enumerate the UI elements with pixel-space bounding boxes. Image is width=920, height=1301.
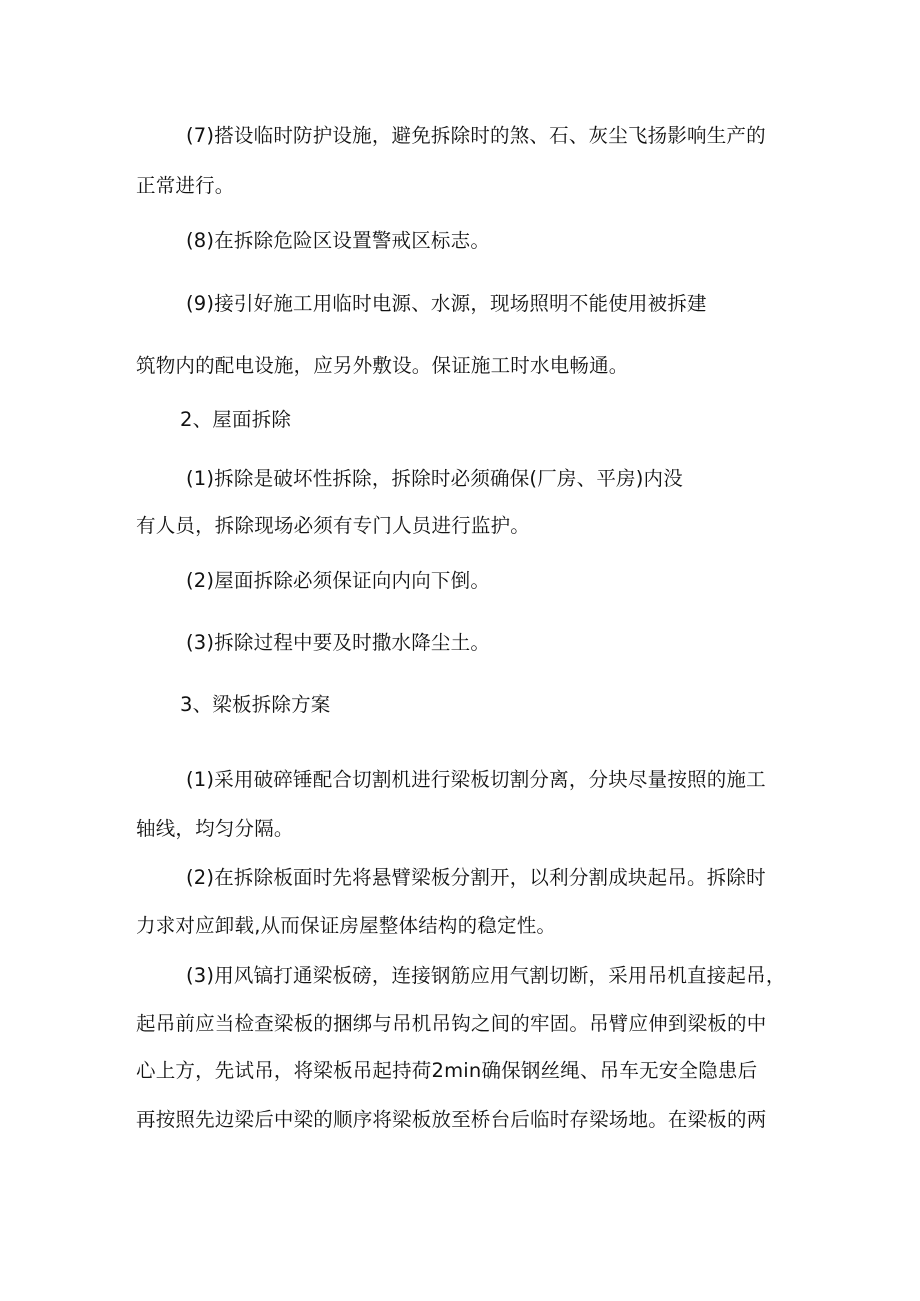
paragraph-line: (1)拆除是破坏性拆除，拆除时必须确保(厂房、平房)内没	[186, 467, 683, 490]
section-heading: 2、屋面拆除	[180, 408, 292, 431]
section-heading: 3、梁板拆除方案	[180, 693, 331, 716]
paragraph-line: 心上方，先试吊，将梁板吊起持荷2min确保钢丝绳、吊车无安全隐患后	[136, 1059, 758, 1082]
paragraph-line: 正常进行。	[136, 174, 235, 197]
paragraph-line: (9)接引好施工用临时电源、水源，现场照明不能使用被拆建	[186, 292, 707, 315]
paragraph-line: (3)拆除过程中要及时撒水降尘土。	[186, 631, 491, 654]
paragraph-line: (3)用风镐打通梁板磅，连接钢筋应用气割切断，采用吊机直接起吊，	[186, 964, 786, 987]
paragraph-line: (7)搭设临时防护设施，避免拆除时的煞、石、灰尘飞扬影响生产的	[186, 124, 766, 147]
paragraph-line: 再按照先边梁后中梁的顺序将梁板放至桥台后临时存梁场地。在梁板的两	[136, 1108, 767, 1131]
paragraph-line: (8)在拆除危险区设置警戒区标志。	[186, 229, 491, 252]
paragraph-line: (2)屋面拆除必须保证向内向下倒。	[186, 569, 491, 592]
paragraph-line: 有人员，拆除现场必须有专门人员进行监护。	[136, 514, 531, 537]
paragraph-line: 起吊前应当检查梁板的捆绑与吊机吊钩之间的牢固。吊臂应伸到梁板的中	[136, 1012, 767, 1035]
paragraph-line: 轴线，均匀分隔。	[136, 817, 294, 840]
paragraph-line: 筑物内的配电设施，应另外敷设。保证施工时水电畅通。	[136, 354, 629, 377]
paragraph-line: (1)采用破碎锤配合切割机进行梁板切割分离，分块尽量按照的施工	[186, 768, 766, 791]
paragraph-line: (2)在拆除板面时先将悬臂梁板分割开，以利分割成块起吊。拆除时	[186, 866, 766, 889]
paragraph-line: 力求对应卸载,从而保证房屋整体结构的稳定性。	[136, 914, 557, 937]
